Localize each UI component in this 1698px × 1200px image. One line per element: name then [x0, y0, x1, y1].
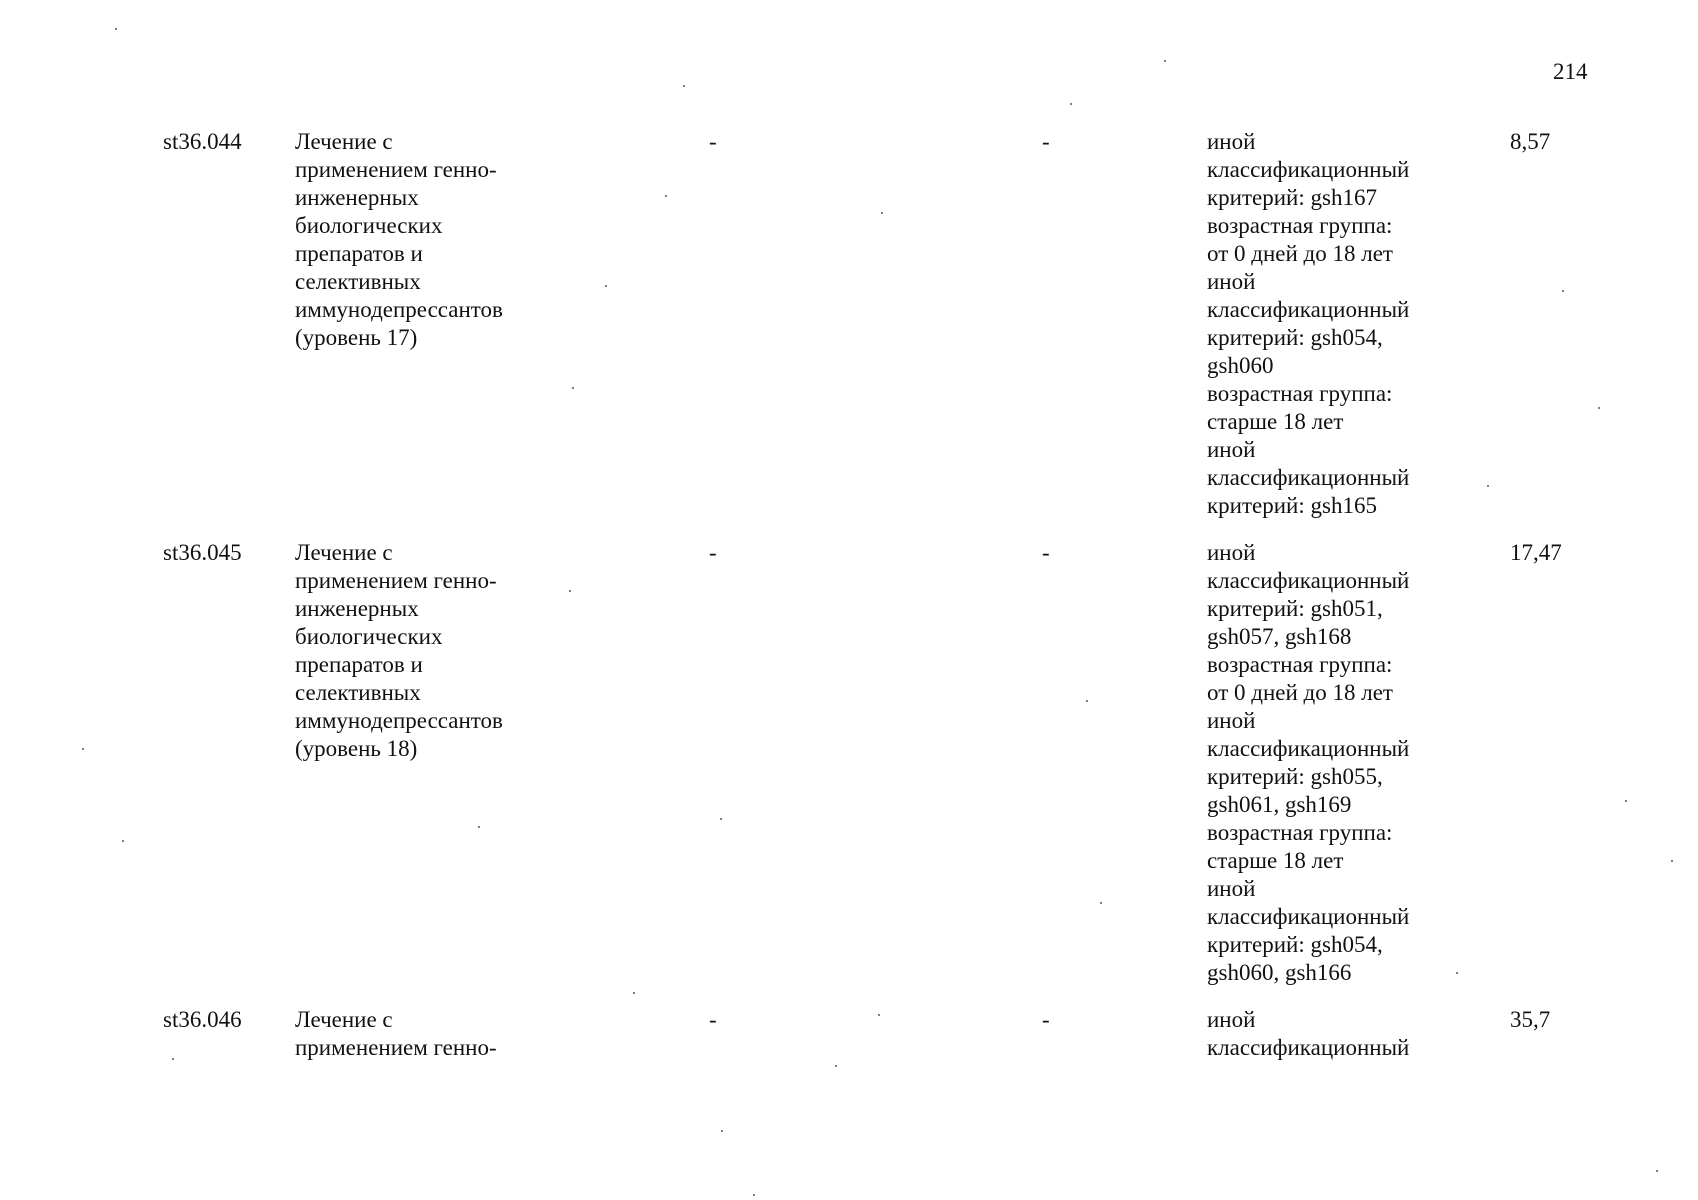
- row-name: [295, 128, 540, 352]
- scan-speck: [1164, 60, 1166, 62]
- criteria-line: классификационный: [1207, 157, 1410, 182]
- criteria-line: критерий: gsh051,: [1207, 596, 1383, 621]
- criteria-line: иной: [1207, 129, 1256, 154]
- scan-speck: [572, 387, 574, 389]
- criteria-line: старше 18 лет: [1207, 409, 1344, 434]
- criteria-line: gsh060: [1207, 353, 1274, 378]
- scan-speck: [878, 1014, 880, 1016]
- column-3-value: -: [709, 1007, 717, 1032]
- criteria-line: критерий: gsh054,: [1207, 325, 1383, 350]
- column-4-value: -: [1042, 129, 1050, 154]
- name-line: применением генно-: [295, 1035, 497, 1060]
- column-3-value: -: [709, 540, 717, 565]
- name-line: препаратов и: [295, 241, 423, 266]
- scan-speck: [683, 85, 685, 87]
- row-name: [295, 1006, 540, 1062]
- criteria-line: иной: [1207, 269, 1256, 294]
- name-line: применением генно-: [295, 157, 497, 182]
- scan-speck: [1671, 860, 1673, 862]
- name-line: биологических: [295, 213, 443, 238]
- scan-speck: [1070, 103, 1072, 105]
- name-line: инженерных: [295, 596, 419, 621]
- criteria-line: возрастная группа:: [1207, 213, 1393, 238]
- name-line: инженерных: [295, 185, 419, 210]
- criteria-line: классификационный: [1207, 904, 1410, 929]
- criteria-line: от 0 дней до 18 лет: [1207, 680, 1393, 705]
- row-criteria: [1207, 539, 1447, 987]
- scan-speck: [122, 840, 124, 842]
- criteria-line: классификационный: [1207, 297, 1410, 322]
- scan-speck: [1456, 972, 1458, 974]
- scan-speck: [115, 28, 117, 30]
- scan-speck: [172, 1058, 174, 1060]
- name-line: Лечение с: [295, 1007, 393, 1032]
- criteria-line: классификационный: [1207, 736, 1410, 761]
- name-line: селективных: [295, 680, 421, 705]
- row-criteria: [1207, 128, 1447, 520]
- criteria-line: gsh060, gsh166: [1207, 960, 1352, 985]
- scan-speck: [835, 1065, 837, 1067]
- criteria-line: критерий: gsh165: [1207, 493, 1377, 518]
- name-line: Лечение с: [295, 129, 393, 154]
- name-line: (уровень 18): [295, 736, 418, 761]
- scan-speck: [1598, 407, 1600, 409]
- scan-speck: [82, 748, 84, 750]
- name-line: (уровень 17): [295, 325, 418, 350]
- row-coefficient: 17,47: [1510, 540, 1562, 565]
- scan-speck: [1625, 800, 1627, 802]
- criteria-line: иной: [1207, 540, 1256, 565]
- criteria-line: иной: [1207, 708, 1256, 733]
- row-coefficient: 8,57: [1510, 129, 1551, 154]
- scan-speck: [1086, 700, 1088, 702]
- name-line: препаратов и: [295, 652, 423, 677]
- scan-speck: [1100, 902, 1102, 904]
- row-code: st36.046: [163, 1007, 242, 1032]
- scan-speck: [881, 212, 883, 214]
- scan-speck: [753, 1194, 755, 1196]
- scan-speck: [633, 992, 635, 994]
- scan-speck: [605, 285, 607, 287]
- scan-speck: [1656, 1170, 1658, 1172]
- scan-speck: [665, 195, 667, 197]
- name-line: селективных: [295, 269, 421, 294]
- criteria-line: возрастная группа:: [1207, 652, 1393, 677]
- criteria-line: возрастная группа:: [1207, 381, 1393, 406]
- name-line: Лечение с: [295, 540, 393, 565]
- row-code: st36.045: [163, 540, 242, 565]
- page-number: 214: [1553, 59, 1588, 84]
- scan-speck: [720, 818, 722, 820]
- name-line: иммунодепрессантов: [295, 297, 503, 322]
- criteria-line: старше 18 лет: [1207, 848, 1344, 873]
- criteria-line: классификационный: [1207, 568, 1410, 593]
- row-criteria: [1207, 1006, 1447, 1062]
- criteria-line: иной: [1207, 1007, 1256, 1032]
- name-line: применением генно-: [295, 568, 497, 593]
- row-coefficient: 35,7: [1510, 1007, 1551, 1032]
- criteria-line: gsh057, gsh168: [1207, 624, 1352, 649]
- criteria-line: критерий: gsh055,: [1207, 764, 1383, 789]
- criteria-line: gsh061, gsh169: [1207, 792, 1352, 817]
- scan-speck: [569, 590, 571, 592]
- column-4-value: -: [1042, 1007, 1050, 1032]
- scan-speck: [1487, 485, 1489, 487]
- criteria-line: критерий: gsh167: [1207, 185, 1377, 210]
- criteria-line: классификационный: [1207, 1035, 1410, 1060]
- criteria-line: иной: [1207, 437, 1256, 462]
- name-line: иммунодепрессантов: [295, 708, 503, 733]
- scan-speck: [1562, 290, 1564, 292]
- criteria-line: возрастная группа:: [1207, 820, 1393, 845]
- column-3-value: -: [709, 129, 717, 154]
- name-line: биологических: [295, 624, 443, 649]
- row-name: [295, 539, 540, 763]
- criteria-line: от 0 дней до 18 лет: [1207, 241, 1393, 266]
- criteria-line: иной: [1207, 876, 1256, 901]
- column-4-value: -: [1042, 540, 1050, 565]
- criteria-line: классификационный: [1207, 465, 1410, 490]
- row-code: st36.044: [163, 129, 242, 154]
- scan-speck: [721, 1130, 723, 1132]
- criteria-line: критерий: gsh054,: [1207, 932, 1383, 957]
- scan-speck: [478, 826, 480, 828]
